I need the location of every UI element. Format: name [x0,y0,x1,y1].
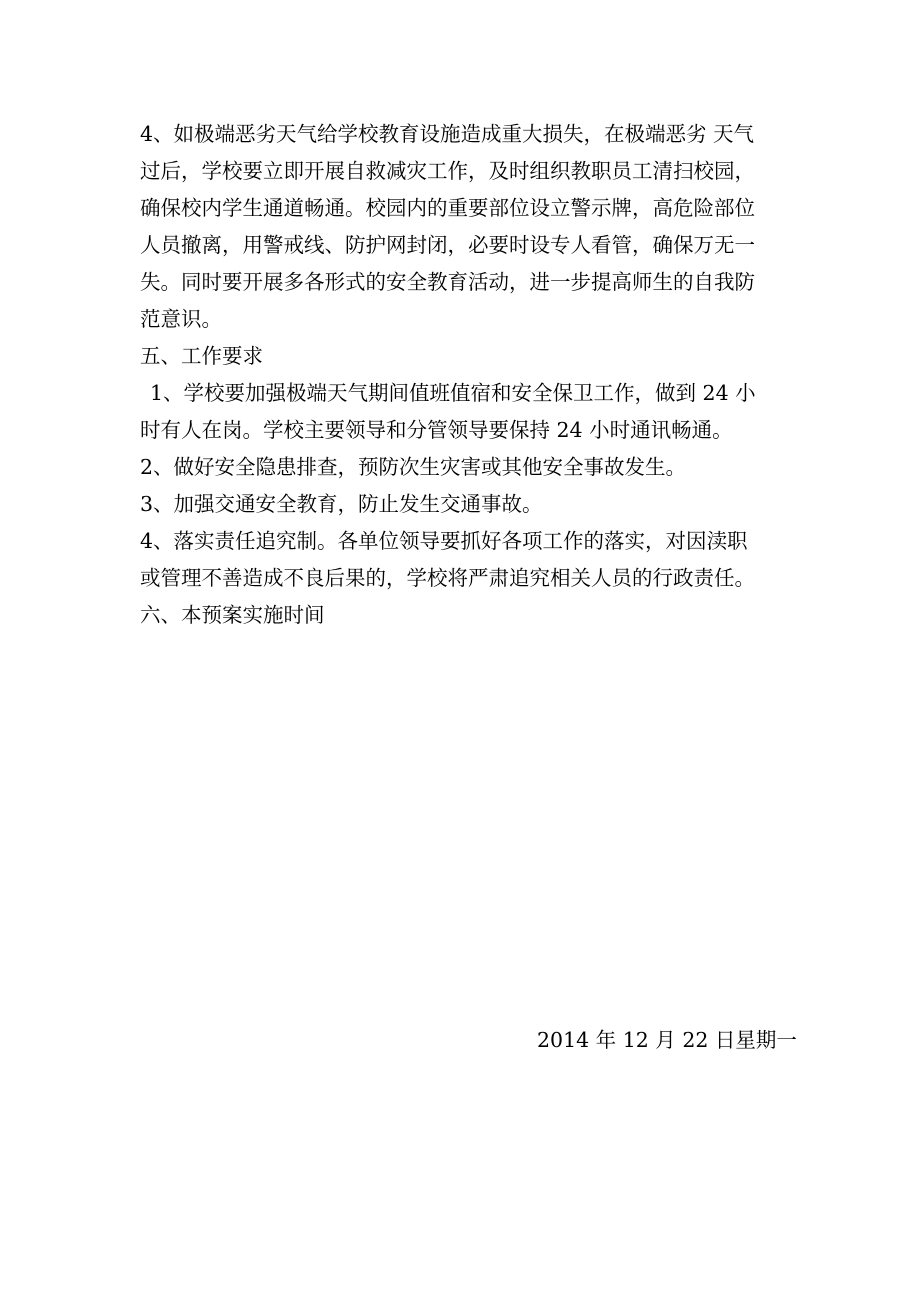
paragraph-line: 确保校内学生通道畅通。校园内的重要部位设立警示牌，高危险部位 [140,196,755,220]
paragraph-line: 时有人在岗。学校主要领导和分管领导要保持 24 小时通讯畅通。 [140,418,733,442]
paragraph-line: 4、落实责任追究制。各单位领导要抓好各项工作的落实，对因渎职 [140,529,748,553]
section-heading: 六、本预案实施时间 [140,603,325,627]
paragraph-line: 4、如极端恶劣天气给学校教育设施造成重大损失，在极端恶劣 天气 [140,122,755,146]
paragraph-line: 过后，学校要立即开展自救减灾工作，及时组织教职员工清扫校园， [140,159,755,183]
document-date: 2014 年 12 月 22 日星期一 [537,1028,797,1052]
paragraph-line: 人员撤离，用警戒线、防护网封闭，必要时设专人看管，确保万无一 [140,233,755,257]
paragraph-line: 失。同时要开展多各形式的安全教育活动，进一步提高师生的自我防 [140,270,755,294]
paragraph-line: 2、做好安全隐患排查，预防次生灾害或其他安全事故发生。 [140,455,687,479]
paragraph-line: 范意识。 [140,307,222,331]
paragraph-line: 3、加强交通安全教育，防止发生交通事故。 [140,492,543,516]
paragraph-line: 或管理不善造成不良后果的，学校将严肃追究相关人员的行政责任。 [140,566,755,590]
section-heading: 五、工作要求 [140,344,263,368]
paragraph-line: 1、学校要加强极端天气期间值班值宿和安全保卫工作，做到 24 小 [150,381,756,405]
